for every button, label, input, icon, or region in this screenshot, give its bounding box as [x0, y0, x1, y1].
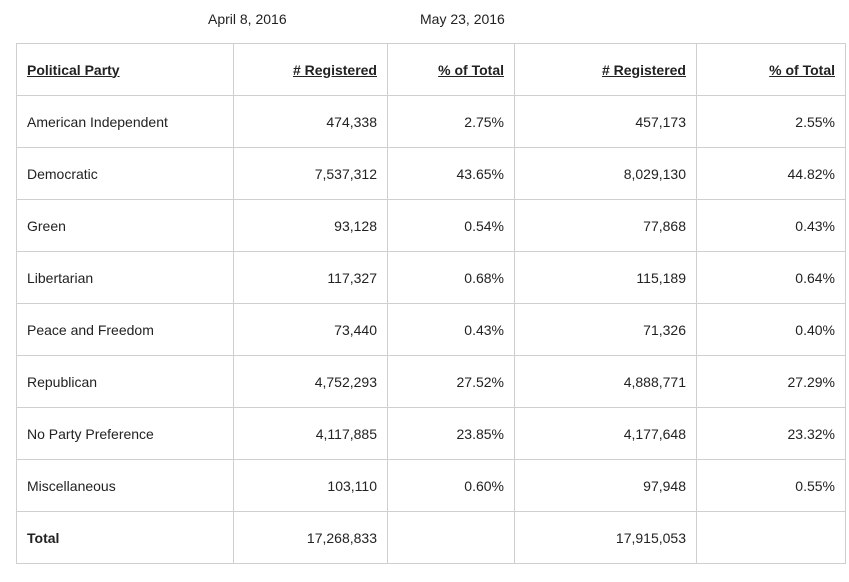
- header-registered-april: # Registered: [234, 44, 388, 96]
- party-name: Democratic: [17, 148, 234, 200]
- header-political-party: Political Party: [17, 44, 234, 96]
- percent-april: 27.52%: [388, 356, 515, 408]
- percent-april: 2.75%: [388, 96, 515, 148]
- percent-may: 0.40%: [697, 304, 846, 356]
- percent-april: 0.54%: [388, 200, 515, 252]
- header-percent-april: % of Total: [388, 44, 515, 96]
- table-row: [17, 356, 846, 408]
- party-name: Miscellaneous: [17, 460, 234, 512]
- total-label: Total: [17, 512, 234, 564]
- table-row: [17, 96, 846, 148]
- registered-april: 4,752,293: [234, 356, 388, 408]
- total-registered-april: 17,268,833: [234, 512, 388, 564]
- party-name: Peace and Freedom: [17, 304, 234, 356]
- table-row: [17, 408, 846, 460]
- table-row: [17, 252, 846, 304]
- percent-may: 0.43%: [697, 200, 846, 252]
- total-percent-may: [697, 512, 846, 564]
- percent-may: 0.64%: [697, 252, 846, 304]
- registered-may: 4,888,771: [515, 356, 697, 408]
- registered-may: 71,326: [515, 304, 697, 356]
- party-name: Republican: [17, 356, 234, 408]
- total-percent-april: [388, 512, 515, 564]
- registered-may: 8,029,130: [515, 148, 697, 200]
- total-registered-may: 17,915,053: [515, 512, 697, 564]
- registered-april: 474,338: [234, 96, 388, 148]
- date-header-may: May 23, 2016: [420, 11, 505, 27]
- table-row: [17, 148, 846, 200]
- total-row: [17, 512, 846, 564]
- percent-april: 23.85%: [388, 408, 515, 460]
- registered-april: 117,327: [234, 252, 388, 304]
- percent-may: 27.29%: [697, 356, 846, 408]
- percent-april: 0.43%: [388, 304, 515, 356]
- registered-may: 4,177,648: [515, 408, 697, 460]
- header-row: [17, 44, 846, 96]
- registered-may: 77,868: [515, 200, 697, 252]
- table-row: [17, 200, 846, 252]
- percent-may: 44.82%: [697, 148, 846, 200]
- percent-april: 0.68%: [388, 252, 515, 304]
- registered-may: 457,173: [515, 96, 697, 148]
- percent-april: 43.65%: [388, 148, 515, 200]
- header-registered-may: # Registered: [515, 44, 697, 96]
- header-percent-may: % of Total: [697, 44, 846, 96]
- registered-april: 93,128: [234, 200, 388, 252]
- voter-registration-table: [16, 43, 846, 564]
- registered-april: 4,117,885: [234, 408, 388, 460]
- party-name: No Party Preference: [17, 408, 234, 460]
- percent-may: 2.55%: [697, 96, 846, 148]
- party-name: Green: [17, 200, 234, 252]
- percent-april: 0.60%: [388, 460, 515, 512]
- registered-april: 7,537,312: [234, 148, 388, 200]
- registered-may: 97,948: [515, 460, 697, 512]
- percent-may: 0.55%: [697, 460, 846, 512]
- registered-may: 115,189: [515, 252, 697, 304]
- table-row: [17, 304, 846, 356]
- party-name: Libertarian: [17, 252, 234, 304]
- registered-april: 103,110: [234, 460, 388, 512]
- date-header-april: April 8, 2016: [208, 11, 287, 27]
- percent-may: 23.32%: [697, 408, 846, 460]
- party-name: American Independent: [17, 96, 234, 148]
- table-row: [17, 460, 846, 512]
- registered-april: 73,440: [234, 304, 388, 356]
